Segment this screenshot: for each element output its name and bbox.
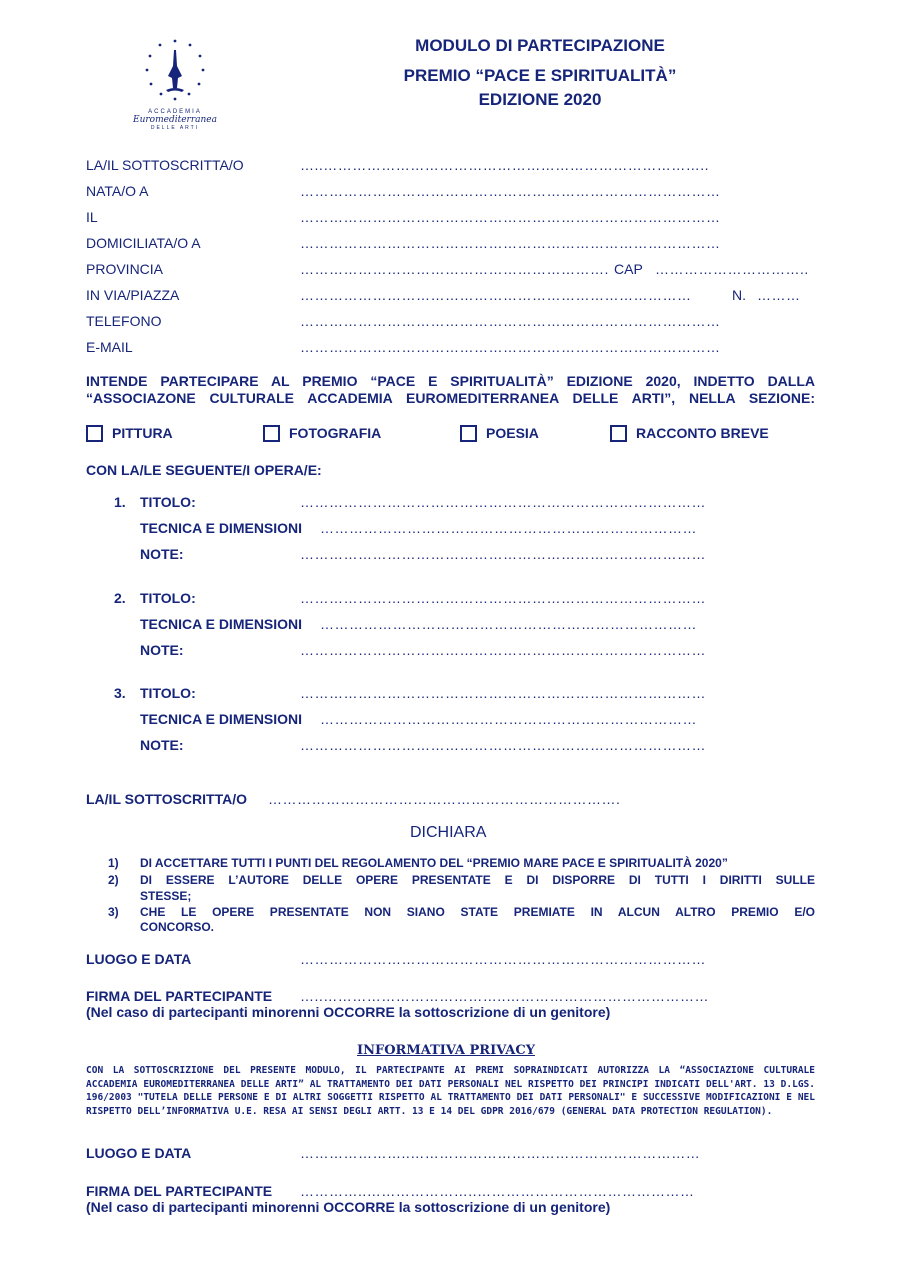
work-tecnica-line[interactable]: …………………………………………………………………… (320, 616, 697, 632)
field-via-label: IN VIA/PIAZZA (86, 287, 180, 303)
field-nata-label: NATA/O A (86, 183, 149, 199)
luogo-data-label-2: LUOGO E DATA (86, 1145, 192, 1161)
work-note-line[interactable]: ………………………………………………………………………… (300, 642, 706, 658)
section-pittura-label: PITTURA (112, 425, 173, 441)
field-sottoscritta-line[interactable]: …..…………………………………………………………………….. (300, 157, 710, 173)
work-number: 1. (114, 494, 126, 510)
work-tecnica-line[interactable]: …………………………………………………………………… (320, 520, 697, 536)
field-domiciliata-label: DOMICILIATA/O A (86, 235, 201, 251)
work-titolo-label: TITOLO: (140, 685, 196, 701)
field-sottoscritta-label: LA/IL SOTTOSCRITTA/O (86, 157, 244, 173)
field-il-line[interactable]: …………………………………………………………………………… (300, 209, 721, 225)
field-numero-line[interactable]: ……… (757, 287, 801, 303)
checkbox-fotografia[interactable] (263, 425, 280, 442)
luogo-data-line[interactable]: ………………………………………………………………………… (300, 951, 706, 967)
field-provincia-line[interactable]: ………………………………………………………. (300, 261, 609, 277)
checkbox-pittura[interactable] (86, 425, 103, 442)
work-note-label: NOTE: (140, 737, 184, 753)
work-number: 2. (114, 590, 126, 606)
privacy-heading: INFORMATIVA PRIVACY (357, 1043, 535, 1058)
work-note-label: NOTE: (140, 642, 184, 658)
work-titolo-label: TITOLO: (140, 590, 196, 606)
logo (130, 36, 220, 136)
field-il-label: IL (86, 209, 98, 225)
work-titolo-line[interactable]: ………………………………………………………………………… (300, 590, 706, 606)
section-pittura[interactable] (86, 425, 236, 443)
work-titolo-line[interactable]: ………………………………………………………………………… (300, 685, 706, 701)
work-tecnica-label: TECNICA E DIMENSIONI (140, 616, 303, 632)
section-poesia-label: POESIA (486, 425, 539, 441)
field-email-label: E-MAIL (86, 339, 133, 355)
field-cap-line[interactable]: ………………………….. (655, 261, 809, 277)
work-note-line[interactable]: ………………………………………………………………………… (300, 546, 706, 562)
field-telefono-label: TELEFONO (86, 313, 162, 329)
dichiara-item-text-cont: STESSE; (140, 889, 192, 903)
field-nata-line[interactable]: …………………………………………………………………………… (300, 183, 721, 199)
work-titolo-label: TITOLO: (140, 494, 196, 510)
firma-note: (Nel caso di partecipanti minorenni OCCORRE la sottoscrizione di un genitore) (86, 1004, 611, 1020)
logo-text-line2: Euromediterranea (133, 115, 217, 125)
signer-line[interactable]: ………………………………………………………………. (268, 791, 621, 807)
page-edition: EDIZIONE 2020 (478, 90, 602, 109)
dichiara-item-number: 2) (108, 873, 119, 887)
dichiara-item-text-cont: CONCORSO. (140, 920, 215, 934)
work-tecnica-line[interactable]: …………………………………………………………………… (320, 711, 697, 727)
section-racconto-breve[interactable] (610, 425, 800, 443)
field-provincia-label: PROVINCIA (86, 261, 164, 277)
intent-line-1: INTENDE PARTECIPARE AL PREMIO “PACE E SPIRITUALITÀ” EDIZIONE 2020, INDETTO DALLA (86, 373, 815, 389)
firma-note-2: (Nel caso di partecipanti minorenni OCCORRE la sottoscrizione di un genitore) (86, 1199, 611, 1215)
section-fotografia-label: FOTOGRAFIA (289, 425, 382, 441)
intent-line-2: “ASSOCIAZONE CULTURALE ACCADEMIA EUROMEDITERRANEA DELLE ARTI”, NELLA SEZIONE: (86, 390, 815, 406)
firma-label: FIRMA DEL PARTECIPANTE (86, 988, 273, 1004)
page-subtitle: PREMIO “PACE E SPIRITUALITÀ” (403, 66, 677, 85)
dichiara-item-text: DI ESSERE L’AUTORE DELLE OPERE PRESENTATE E DI DISPORRE DI TUTTI I DIRITTI SULLE (140, 873, 815, 887)
work-tecnica-label: TECNICA E DIMENSIONI (140, 711, 303, 727)
logo-text-line1: ACCADEMIA (148, 109, 202, 115)
section-racconto-breve-label: RACCONTO BREVE (636, 425, 769, 441)
checkbox-racconto-breve[interactable] (610, 425, 627, 442)
dichiara-heading: DICHIARA (410, 824, 487, 841)
privacy-text: CON LA SOTTOSCRIZIONE DEL PRESENTE MODULO, IL PARTECIPANTE AI PREMI SOPRAINDICATI AUTORIZZA LA “ASSOCIAZIONE CULTURALE ACCADEMIA EUROMEDITERRANEA DELLE ARTI” AL TRATTAMENTO DEI DATI PERSONALI NEL RISPETTO DEI PRINCIPI INDICATI DELL'ART. 13 D.LGS. 196/2003 "TUTELA DELLE PERSONE E DI ALTRI SOGGETTI RISPETTO AL TRATTAMENTO DEI DATI PERSONALI" E SUCCESSIVE MODIFICAZIONI E NEL RISPETTO DELL’INFORMATIVA U.E. RESA AI SENSI DEGLI ARTT. 13 E 14 DEL GDPR 2016/679 (GENERAL DATA PROTECTION REGULATION). (86, 1065, 815, 1117)
luogo-data-label: LUOGO E DATA (86, 951, 192, 967)
work-tecnica-label: TECNICA E DIMENSIONI (140, 520, 303, 536)
field-telefono-line[interactable]: …………………………………………………………………………… (300, 313, 721, 329)
section-poesia[interactable] (460, 425, 580, 443)
field-via-line[interactable]: ……………………………………………………………………… (300, 287, 692, 303)
work-note-label: NOTE: (140, 546, 184, 562)
field-email-line[interactable]: …………………………………………………………………………… (300, 339, 721, 355)
dichiara-item-text: CHE LE OPERE PRESENTATE NON SIANO STATE PREMIATE IN ALCUN ALTRO PREMIO E/O (140, 905, 815, 919)
field-domiciliata-line[interactable]: …………………………………………………………………………… (300, 235, 721, 251)
dichiara-item-number: 3) (108, 905, 119, 919)
work-titolo-line[interactable]: ………………………………………………………………………… (300, 494, 706, 510)
section-fotografia[interactable] (263, 425, 413, 443)
field-numero-label: N. (732, 287, 746, 303)
signer-label: LA/IL SOTTOSCRITTA/O (86, 791, 247, 807)
checkbox-poesia[interactable] (460, 425, 477, 442)
firma-label-2: FIRMA DEL PARTECIPANTE (86, 1183, 273, 1199)
works-heading: CON LA/LE SEGUENTE/I OPERA/E: (86, 462, 322, 478)
luogo-data-line-2[interactable]: …………………..…………………………………………………… (300, 1145, 701, 1161)
logo-text-line3: DELLE ARTI (150, 125, 200, 131)
field-cap-label: CAP (614, 261, 643, 277)
firma-line-2[interactable]: …………..…………………..……………………………………… (300, 1183, 695, 1199)
work-number: 3. (114, 685, 126, 701)
dichiara-item-text: DI ACCETTARE TUTTI I PUNTI DEL REGOLAMENTO DEL “PREMIO MARE PACE E SPIRITUALITÀ 2020” (140, 856, 728, 870)
dichiara-item-number: 1) (108, 856, 119, 870)
logo-emblem-icon (130, 36, 220, 106)
firma-line[interactable]: …..………………………………..…………………………………… (300, 988, 710, 1004)
work-note-line[interactable]: ………………………………………………………………………… (300, 737, 706, 753)
page-title: MODULO DI PARTECIPAZIONE (415, 36, 665, 55)
